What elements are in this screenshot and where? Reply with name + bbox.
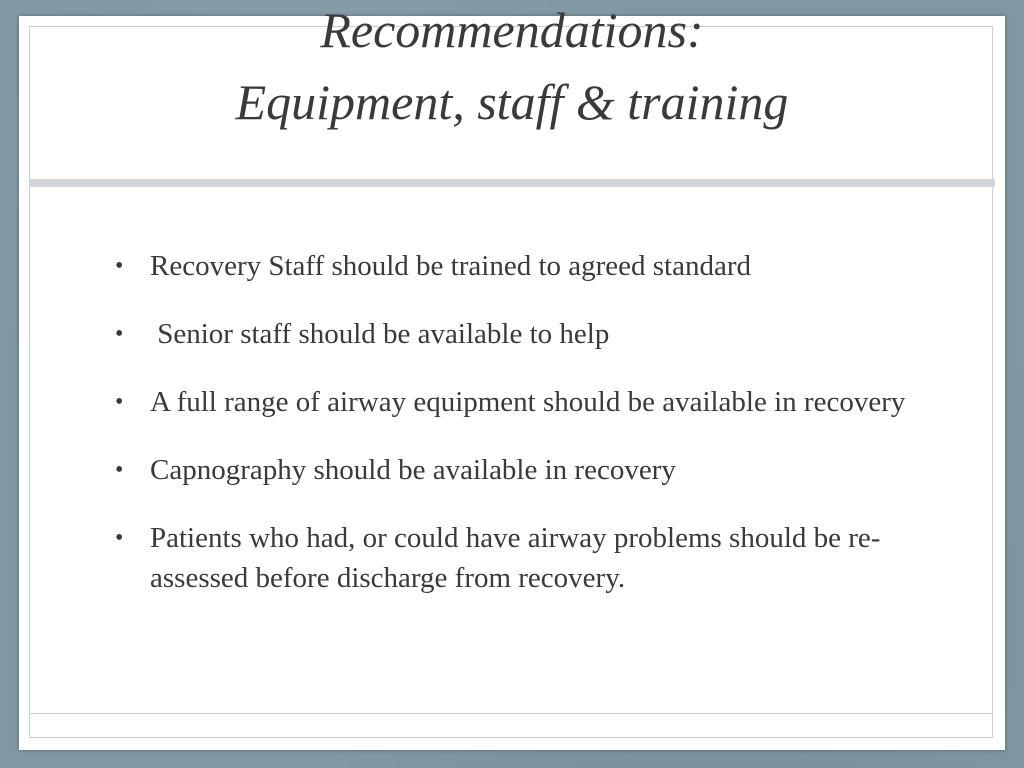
bullet-item — [115, 450, 935, 490]
bullet-glyph: • — [115, 525, 124, 551]
bullet-item — [115, 314, 935, 354]
bullet-glyph: • — [115, 321, 124, 347]
slide-title — [19, 0, 1005, 138]
bullet-text: Capnography should be available in recovery — [150, 454, 676, 486]
bullet-glyph: • — [115, 457, 124, 483]
footer-divider — [29, 713, 993, 714]
title-line-1: Recommendations: — [320, 2, 704, 58]
bullet-glyph: • — [115, 253, 124, 279]
bullet-glyph: • — [115, 389, 124, 415]
bullet-text: Senior staff should be available to help — [150, 318, 610, 350]
bullet-text: Patients who had, or could have airway problems should be re-assessed before discharge from recovery. — [150, 522, 881, 594]
bullet-item — [115, 246, 935, 286]
bullet-item — [115, 518, 935, 598]
bullet-item — [115, 382, 935, 422]
title-line-2: Equipment, staff & training — [235, 74, 789, 130]
bullet-text: Recovery Staff should be trained to agreed standard — [150, 250, 752, 282]
bullet-text: A full range of airway equipment should be available in recovery — [150, 386, 906, 418]
bullet-list — [115, 246, 935, 626]
title-divider — [29, 179, 995, 187]
slide — [19, 2, 1005, 750]
